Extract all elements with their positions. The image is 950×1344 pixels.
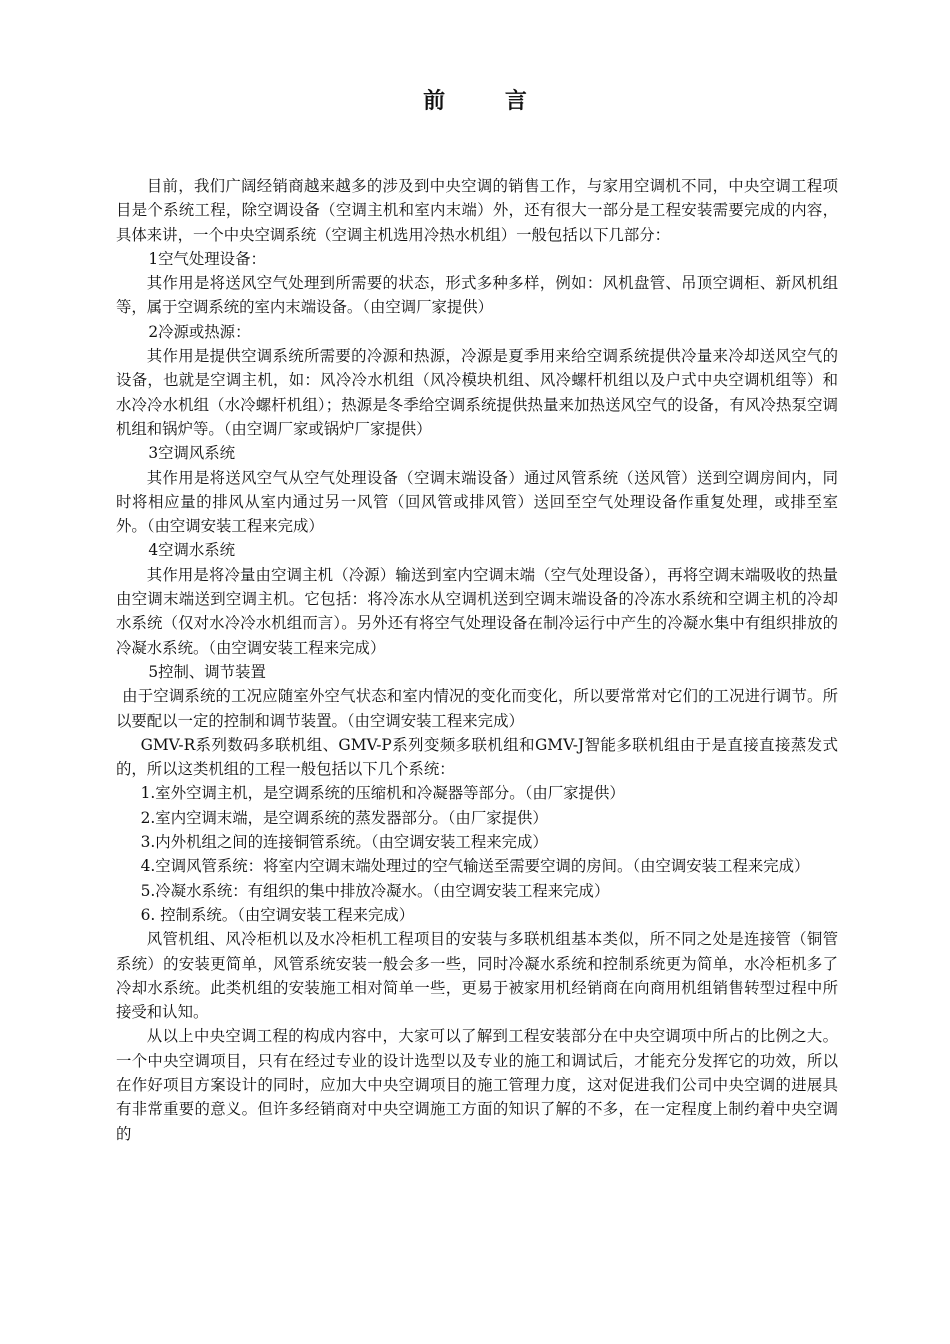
section-heading: 4空调水系统 <box>148 541 236 560</box>
section-heading: 1空气处理设备： <box>148 249 266 268</box>
list-item: 4.空调风管系统：将室内空调末端处理过的空气输送至需要空调的房间。（由空调安装工程来完成） <box>140 857 810 876</box>
body-paragraph: 其作用是将送风空气处理到所需要的状态，形式多种多样，例如：风机盘管、吊顶空调柜、新风机组等，属于空调系统的室内末端设备。（由空调厂家提供） <box>116 274 838 317</box>
body-paragraph: 从以上中央空调工程的构成内容中，大家可以了解到工程安装部分在中央空调项中所占的比例之大。一个中央空调项目，只有在经过专业的设计选型以及专业的施工和调试后，才能充分发挥它的功效，所以在作好项目方案设计的同时，应加大中央空调项目的施工管理力度，这对促进我们公司中央空调的进展具有非常重要的意义。但许多经销商对中央空调施工方面的知识了解的不多，在一定程度上制约着中央空调的 <box>116 1027 838 1143</box>
section-heading: 2冷源或热源： <box>148 322 251 341</box>
list-item: 3.内外机组之间的连接铜管系统。（由空调安装工程来完成） <box>140 833 548 852</box>
body-paragraph: 由于空调系统的工况应随室外空气状态和室内情况的变化而变化，所以要常常对它们的工况进行调节。所以要配以一定的控制和调节装置。（由空调安装工程来完成） <box>116 687 838 730</box>
list-item: 6. 控制系统。（由空调安装工程来完成） <box>140 905 415 924</box>
section-heading: 5控制、调节装置 <box>148 662 266 681</box>
page-title: 前 言 <box>423 88 553 114</box>
list-item: 1.室外空调主机，是空调系统的压缩机和冷凝器等部分。（由厂家提供） <box>140 784 625 803</box>
body-paragraph: 其作用是提供空调系统所需要的冷源和热源，冷源是夏季用来给空调系统提供冷量来冷却送风空气的设备，也就是空调主机，如：风冷冷水机组（风冷模块机组、风冷螺杆机组以及户式中央空调机组等）和水冷冷水机组（水冷螺杆机组）；热源是冬季给空调系统提供热量来加热送风空气的设备，有风冷热泵空调机组和锅炉等。（由空调厂家或锅炉厂家提供） <box>116 347 838 438</box>
intro-paragraph: 目前，我们广阔经销商越来越多的涉及到中央空调的销售工作，与家用空调机不同，中央空调工程项目是个系统工程，除空调设备（空调主机和室内末端）外，还有很大一部分是工程安装需要完成的内容，具体来讲，一个中央空调系统（空调主机选用冷热水机组）一般包括以下几部分： <box>116 177 838 244</box>
body-paragraph: 其作用是将送风空气从空气处理设备（空调末端设备）通过风管系统（送风管）送到空调房间内，同时将相应量的排风从室内通过另一风管（回风管或排风管）送回至空气处理设备作重复处理，或排至室外。（由空调安装工程来完成） <box>116 468 838 536</box>
body-paragraph: GMV-R系列数码多联机组、GMV-P系列变频多联机组和GMV-J智能多联机组由于是直接直接蒸发式的，所以这类机组的工程一般包括以下几个系统： <box>116 735 838 779</box>
document-body <box>116 174 838 1146</box>
body-paragraph: 其作用是将冷量由空调主机（冷源）输送到室内空调末端（空气处理设备），再将空调末端吸收的热量由空调末端送到空调主机。它包括：将冷冻水从空调机送到空调末端设备的冷冻水系统和空调主机的冷却水系统（仅对水冷冷水机组而言）。另外还有将空气处理设备在制冷运行中产生的冷凝水集中有组织排放的冷凝水系统。（由空调安装工程来完成） <box>116 565 838 657</box>
list-item: 5.冷凝水系统：有组织的集中排放冷凝水。（由空调安装工程来完成） <box>140 881 610 900</box>
list-item: 2.室内空调末端，是空调系统的蒸发器部分。（由厂家提供） <box>140 808 548 827</box>
body-paragraph: 风管机组、风冷柜机以及水冷柜机工程项目的安装与多联机组基本类似，所不同之处是连接管（铜管系统）的安装更简单，风管系统安装一般会多一些，同时冷凝水系统和控制系统更为简单，水冷柜机多了冷却水系统。此类机组的安装施工相对简单一些，更易于被家用机经销商在向商用机组销售转型过程中所接受和认知。 <box>116 930 838 1022</box>
section-heading: 3空调风系统 <box>148 444 236 463</box>
